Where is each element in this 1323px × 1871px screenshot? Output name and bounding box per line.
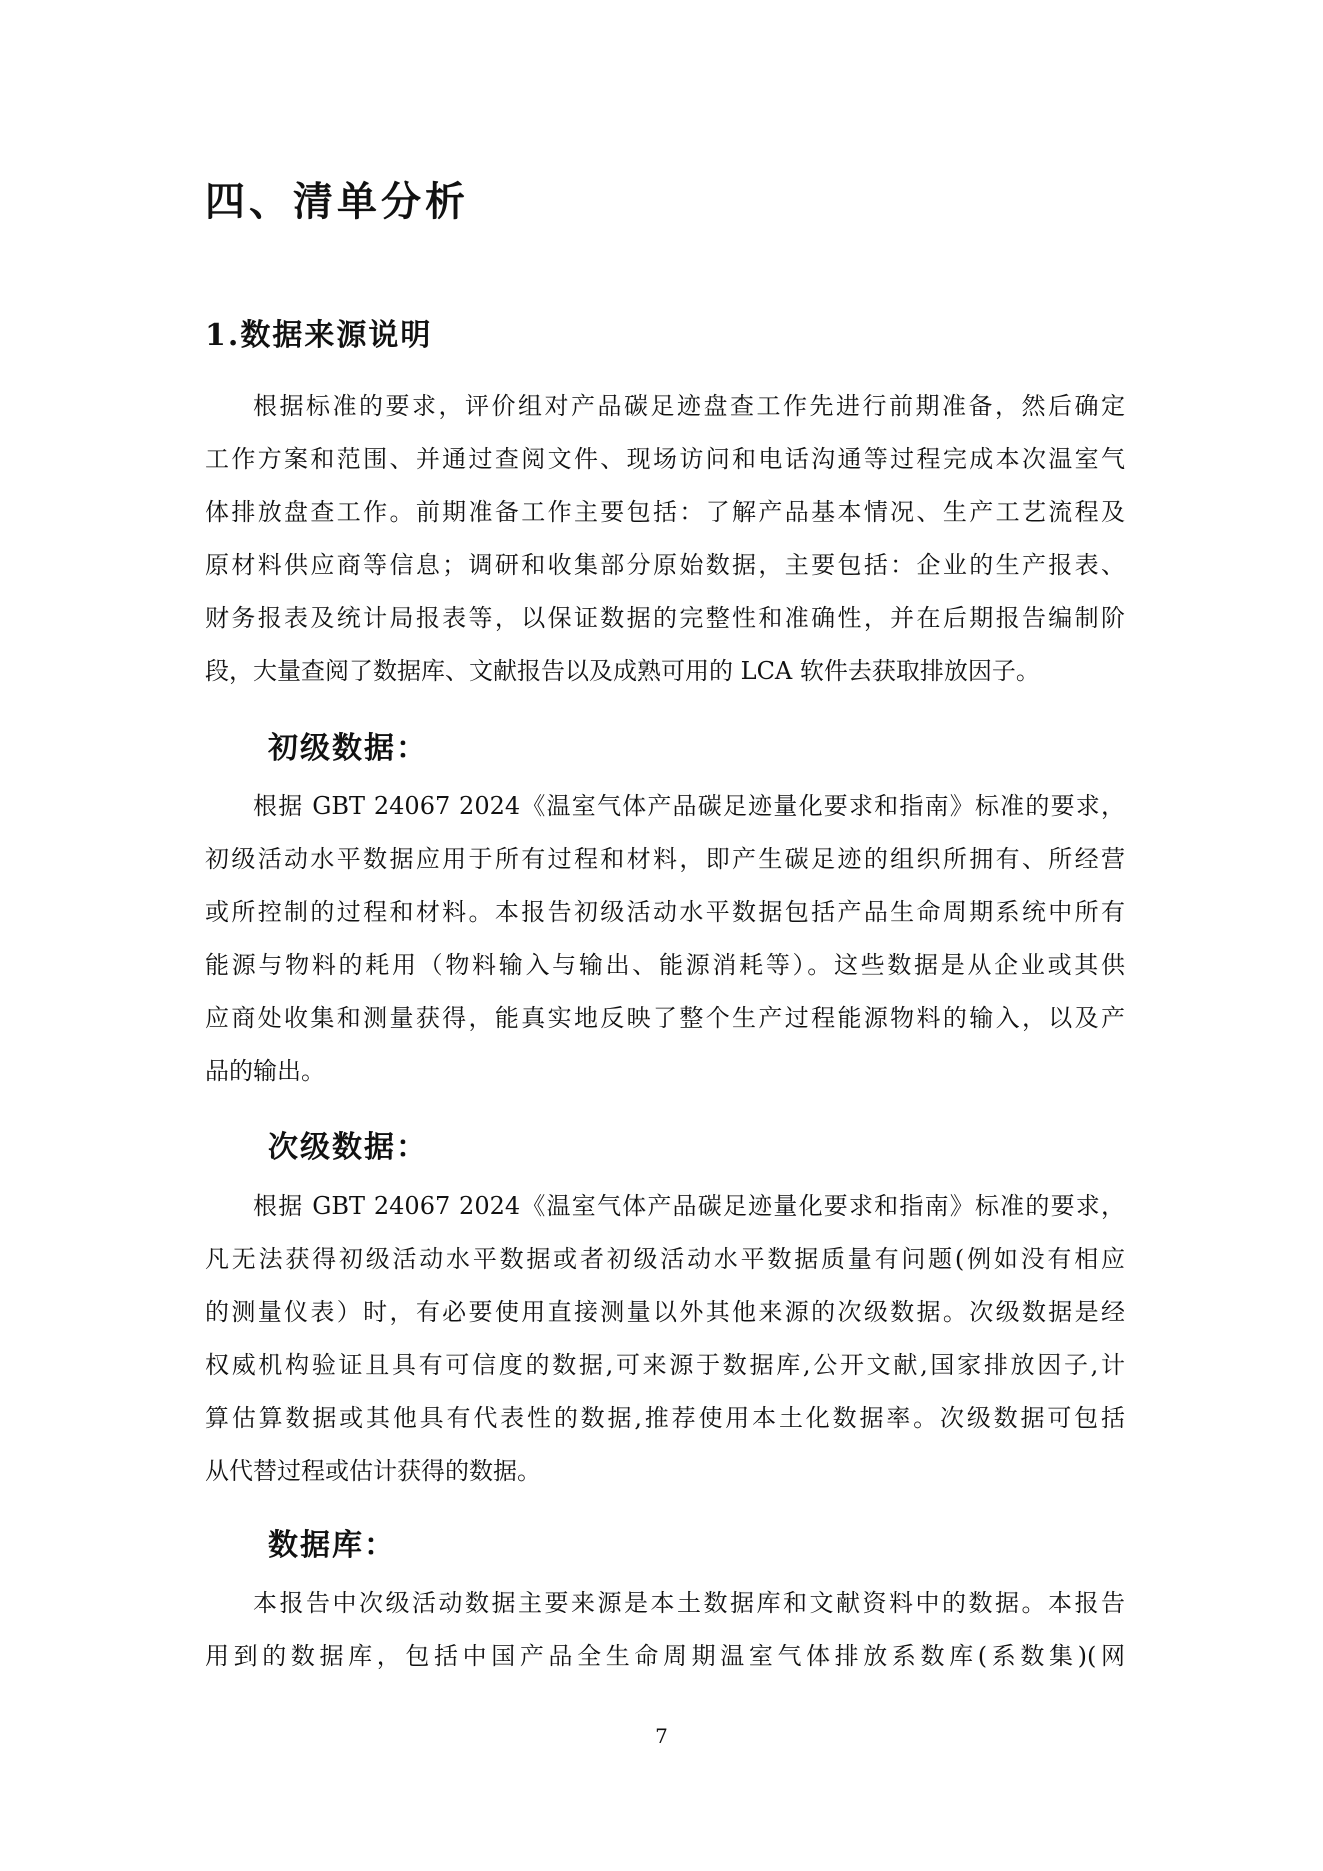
database-heading: 数据库： — [268, 1528, 396, 1563]
paragraph-line: 段，大量查阅了数据库、文献报告以及成熟可用的 LCA 软件去获取排放因子。 — [205, 657, 1040, 685]
paragraph-line: 或所控制的过程和材料。本报告初级活动水平数据包括产品生命周期系统中所有 — [205, 898, 1125, 926]
paragraph-line: 根据 GBT 24067 2024《温室气体产品碳足迹量化要求和指南》标准的要求， — [253, 1192, 1125, 1220]
paragraph-line: 从代替过程或估计获得的数据。 — [205, 1457, 541, 1485]
secondary-data-paragraph — [205, 1180, 1125, 1498]
paragraph-line: 用到的数据库，包括中国产品全生命周期温室气体排放系数库(系数集)(网 — [205, 1642, 1125, 1670]
paragraph-line: 根据 GBT 24067 2024《温室气体产品碳足迹量化要求和指南》标准的要求， — [253, 792, 1125, 820]
paragraph-line: 权威机构验证且具有可信度的数据,可来源于数据库,公开文献,国家排放因子,计 — [205, 1351, 1125, 1379]
primary-data-paragraph — [205, 780, 1125, 1098]
paragraph-line: 财务报表及统计局报表等，以保证数据的完整性和准确性，并在后期报告编制阶 — [205, 604, 1125, 632]
paragraph-line: 应商处收集和测量获得，能真实地反映了整个生产过程能源物料的输入，以及产 — [205, 1004, 1125, 1032]
paragraph-line: 本报告中次级活动数据主要来源是本土数据库和文献资料中的数据。本报告 — [253, 1589, 1125, 1617]
section-heading: 1.数据来源说明 — [205, 318, 433, 353]
paragraph-line: 原材料供应商等信息；调研和收集部分原始数据，主要包括：企业的生产报表、 — [205, 551, 1125, 579]
paragraph-line: 的测量仪表）时，有必要使用直接测量以外其他来源的次级数据。次级数据是经 — [205, 1298, 1125, 1326]
chapter-heading: 四、清单分析 — [205, 178, 469, 225]
paragraph-line: 工作方案和范围、并通过查阅文件、现场访问和电话沟通等过程完成本次温室气 — [205, 445, 1125, 473]
database-paragraph — [205, 1577, 1125, 1683]
intro-paragraph — [205, 380, 1125, 698]
paragraph-line: 算估算数据或其他具有代表性的数据,推荐使用本土化数据率。次级数据可包括 — [205, 1404, 1125, 1432]
paragraph-line: 根据标准的要求，评价组对产品碳足迹盘查工作先进行前期准备，然后确定 — [253, 392, 1125, 420]
paragraph-line: 品的输出。 — [205, 1057, 325, 1085]
paragraph-line: 初级活动水平数据应用于所有过程和材料，即产生碳足迹的组织所拥有、所经营 — [205, 845, 1125, 873]
paragraph-line: 体排放盘查工作。前期准备工作主要包括：了解产品基本情况、生产工艺流程及 — [205, 498, 1125, 526]
paragraph-line: 凡无法获得初级活动水平数据或者初级活动水平数据质量有问题(例如没有相应 — [205, 1245, 1125, 1273]
paragraph-line: 能源与物料的耗用（物料输入与输出、能源消耗等）。这些数据是从企业或其供 — [205, 951, 1125, 979]
page-number: 7 — [655, 1724, 668, 1748]
primary-data-heading: 初级数据： — [268, 731, 428, 766]
secondary-data-heading: 次级数据： — [268, 1130, 428, 1165]
